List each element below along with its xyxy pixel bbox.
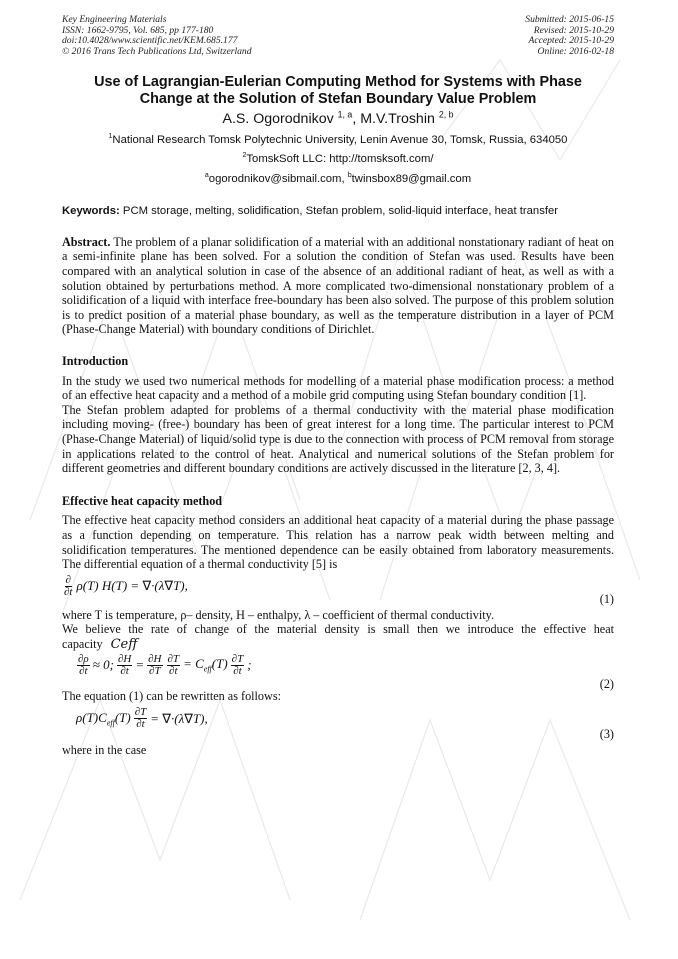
title-line-1: Use of Lagrangian-Eulerian Computing Method for Systems with Phase: [94, 74, 582, 91]
eq2-dT-dt: $\frac{\partial T}{\partial t}$: [167, 652, 180, 677]
ehc-paragraph-2: [62, 622, 614, 652]
equation-3-formula: $\rho(T)C_{eff}(T)$ $\frac{\partial T}{\partial t}$ = ∇·(λ∇T),: [76, 706, 208, 731]
eq1-partial-t: $\frac{\partial}{\partial t}$: [64, 573, 73, 598]
author-1: A.S. Ogorodnikov: [222, 111, 334, 128]
abstract: [62, 235, 614, 337]
equation-2-formula: $\frac{\partial\rho}{\partial t}$ ≈ 0; $\frac{\partial H}{\partial t}$ = $\frac{\partial H}{\partial T}$ $\frac{\partial T}{\partial t}$ = $C_{eff}(T)$ $\frac{\partial T}{\partial t}$ ;: [78, 652, 252, 677]
keywords: [62, 204, 614, 219]
keywords-label: Keywords:: [62, 205, 120, 218]
equation-1: [62, 572, 614, 608]
journal-name: Key Engineering Materials: [62, 14, 167, 25]
equation-1-number: (1): [599, 591, 614, 606]
affiliation-1-sup: 1: [108, 133, 113, 141]
ceff-symbol: Ceff: [110, 636, 138, 652]
authors: [62, 110, 614, 128]
intro-paragraph-1: In the study we used two numerical methods for modelling of a material phase modification process: a method of an effective heat capacity and a method of a mobile grid computing using Stefan boundary condition [1].: [62, 373, 614, 403]
abstract-text: The problem of a planar solidification of a material with an additional nonstationary radiant of heat on a semi-infinite plane has been solved. For a solution the condition of Stefan was used. Results have been compared with an analytical solution in case of the absence of an additional radiant of heat, as well as with a solution obtained by perturbations method. A more complicated two-dimensional nonstationary problem of a solidification of a liquid with interface free-boundary has been also solved. The purpose of this problem solution is to predict position of a material phase boundary, as well as the temperature distribution in a layer of PCM (Phase-Change Material) with boundary conditions of Dirichlet.: [62, 234, 614, 337]
keywords-text: PCM storage, melting, solidification, Stefan problem, solid-liquid interface, heat transfer: [119, 205, 559, 218]
doi: doi:10.4028/www.scientific.net/KEM.685.177: [62, 35, 238, 47]
ehc-paragraph-3: The equation (1) can be rewritten as follows:: [62, 688, 281, 703]
accepted-date: Accepted: 2015-10-29: [528, 35, 614, 47]
email-b: twinsbox89@gmail.com: [351, 173, 472, 186]
ehc-paragraph-1: The effective heat capacity method considers an additional heat capacity of a material during the phase passage as a function depending on temperature. This relation has a narrow peak width between melting and solidification temperatures. The mentioned dependence can be easily obtained from laboratory measurements. The differential equation of a thermal conductivity [5] is: [62, 513, 614, 572]
header-right: [525, 15, 614, 57]
equation-3: [62, 703, 614, 743]
paper-title: [62, 74, 614, 108]
affiliation-1-text: National Research Tomsk Polytechnic University, Lenin Avenue 30, Tomsk, Russia, 634050: [112, 134, 568, 147]
abstract-label: Abstract.: [62, 234, 111, 249]
copyright: © 2016 Trans Tech Publications Ltd, Switzerland: [62, 45, 252, 57]
ehc-where-1: where T is temperature, ρ– density, H – enthalpy, λ – coefficient of thermal conductivity.: [62, 607, 494, 622]
email-b-sup: b: [347, 172, 352, 180]
revised-date: Revised: 2015-10-29: [533, 24, 614, 36]
author-2: M.V.Troshin: [360, 111, 435, 128]
eq2-drho-dt: $\frac{\partial\rho}{\partial t}$: [78, 652, 89, 677]
ehc-paragraph-2-text: We believe the rate of change of the material density is small then we introduce the effective heat capacity: [62, 622, 614, 651]
header-left: [62, 15, 252, 57]
eq2-dh-dt: $\frac{\partial H}{\partial t}$: [117, 652, 132, 677]
author-separator: ,: [352, 111, 361, 128]
affiliation-1: [62, 134, 614, 147]
equation-2: [62, 653, 614, 689]
online-date: Online: 2016-02-18: [537, 45, 614, 57]
title-line-2: Change at the Solution of Stefan Boundary Value Problem: [139, 91, 537, 108]
equation-1-formula: $\frac{\partial}{\partial t}$ ρ(T) H(T) = ∇·(λ∇T),: [64, 573, 188, 598]
introduction-heading: Introduction: [62, 354, 129, 369]
affiliation-2-sup: 2: [242, 152, 247, 160]
affiliation-2: [62, 153, 614, 166]
intro-paragraph-2: The Stefan problem adapted for problems of a thermal conductivity with the material phase modification including moving- (free-) boundary has been of great interest for a long time. The particular interest to PCM (Phase-Change Material) of liquid/solid type is due to the connection with process of PCM removal from storage in applications related to the control of heat. Analytical and numerical solutions of the Stefan problem for different geometries and different boundary conditions are actively discussed in the literature [2, 3, 4].: [62, 402, 614, 476]
issn: ISSN: 1662-9795, Vol. 685, pp 177-180: [62, 24, 214, 36]
equation-3-number: (3): [599, 727, 614, 742]
author-emails: [62, 173, 614, 186]
submitted-date: Submitted: 2015-06-15: [525, 14, 614, 25]
affiliation-2-text: TomskSoft LLC: http://tomsksoft.com/: [246, 153, 434, 166]
equation-2-number: (2): [599, 676, 614, 691]
email-a: ogorodnikov@sibmail.com,: [208, 173, 348, 186]
article-content: [62, 15, 614, 758]
eq2-dT-dt-2: $\frac{\partial T}{\partial t}$: [231, 652, 244, 677]
email-a-sup: a: [204, 172, 209, 180]
effective-heat-capacity-heading: Effective heat capacity method: [62, 493, 223, 508]
author-2-sup: 2, b: [438, 109, 454, 120]
author-1-sup: 1, a: [337, 109, 353, 120]
eq2-dh-dT: $\frac{\partial H}{\partial T}$: [148, 652, 162, 677]
eq3-dT-dt: $\frac{\partial T}{\partial t}$: [134, 706, 147, 731]
journal-header: [62, 15, 614, 57]
ehc-paragraph-4: where in the case: [62, 743, 147, 758]
